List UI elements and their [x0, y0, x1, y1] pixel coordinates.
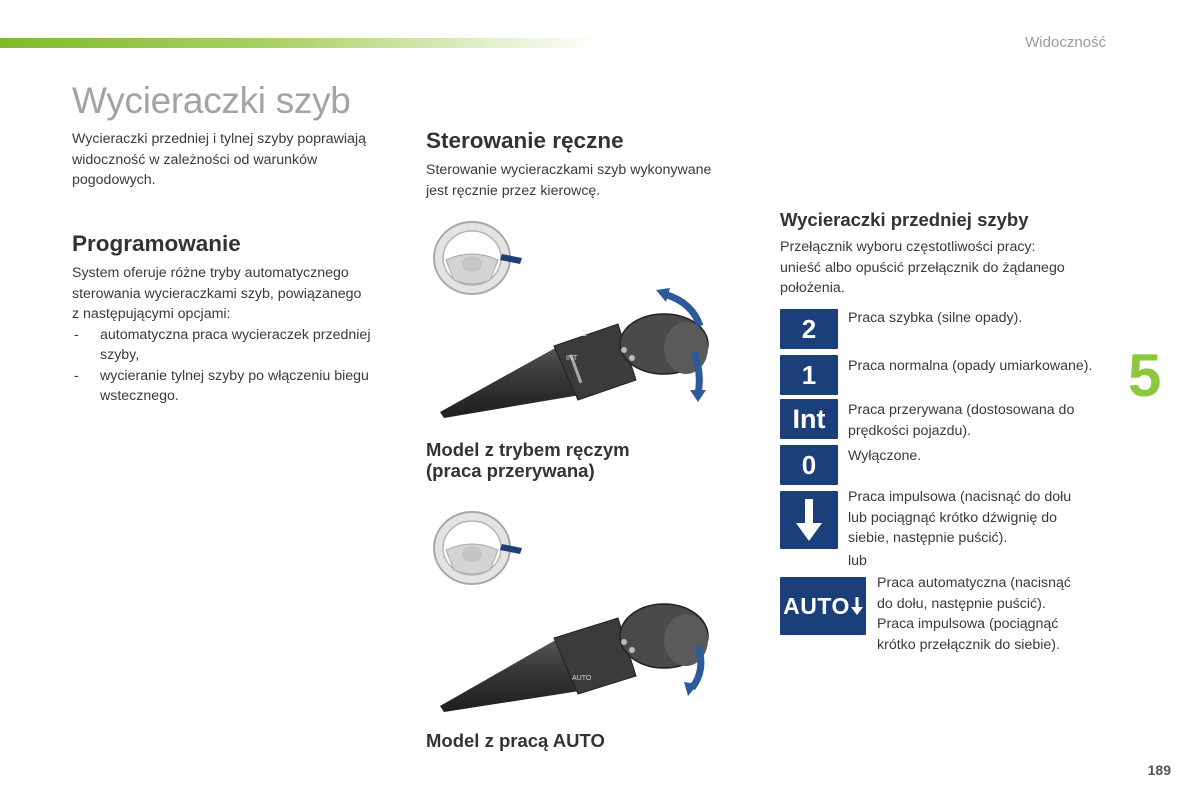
- mode-text-off: [848, 446, 921, 467]
- stalk-mark-auto: AUTO: [572, 675, 592, 682]
- programming-paragraph: [72, 263, 412, 407]
- list-item-text: automatyczna praca wycieraczek przedniej: [100, 326, 371, 343]
- stalk-mark-int: INT: [566, 355, 578, 362]
- steering-wheel-icon: [430, 508, 525, 590]
- mode-text-line: lub pociągnąć krótko dźwignię do: [848, 509, 1058, 526]
- mode-text-intermittent: [848, 400, 1074, 441]
- front-wipers-heading: Wycieraczki przedniej szyby: [780, 209, 1029, 230]
- list-item: [72, 366, 412, 407]
- mode-text-line: do dołu, następnie puścić).: [877, 595, 1046, 612]
- mode-badge-pulse: [780, 491, 838, 549]
- page-number: 189: [1147, 762, 1171, 778]
- programming-line: sterowania wycieraczkami szyb, powiązanego: [72, 285, 362, 302]
- front-line: Przełącznik wyboru częstotliwości pracy:: [780, 239, 1036, 255]
- mode-text-line: prędkości pojazdu).: [848, 422, 972, 439]
- mode-badge-fast: 2: [780, 309, 838, 349]
- mode-text-line: Praca przerywana (dostosowana do: [848, 402, 1075, 418]
- model-auto-heading: Model z pracą AUTO: [426, 730, 605, 751]
- arrow-down-icon: [851, 596, 863, 616]
- manual-line: jest ręcznie przez kierowcę.: [426, 182, 601, 199]
- model-manual-line: (praca przerywana): [426, 460, 595, 481]
- header-accent-bar: [0, 38, 600, 48]
- mode-badge-off: 0: [780, 445, 838, 485]
- mode-text-auto: [877, 573, 1071, 655]
- section-name: Widoczność: [1025, 34, 1106, 51]
- mode-text-line: Wyłączone.: [848, 448, 922, 464]
- mode-badge-normal: 1: [780, 355, 838, 395]
- mode-text-fast: [848, 308, 1022, 329]
- front-wipers-paragraph: [780, 237, 1120, 299]
- list-item-text: wycieranie tylnej szyby po włączeniu biegu: [100, 367, 369, 384]
- mode-text-line: Praca normalna (opady umiarkowane).: [848, 358, 1093, 374]
- page-title: Wycieraczki szyb: [72, 80, 351, 121]
- programming-options-list: [72, 325, 412, 407]
- intro-line: Wycieraczki przedniej i tylnej szyby poprawiają: [72, 131, 366, 147]
- mode-text-line: Praca automatyczna (nacisnąć: [877, 575, 1071, 591]
- intro-line: pogodowych.: [72, 172, 156, 188]
- list-item-text: szyby,: [100, 347, 140, 363]
- intro-line: widoczność w zależności od warunków: [72, 151, 318, 168]
- manual-line: Sterowanie wycieraczkami szyb wykonywane: [426, 162, 712, 178]
- programming-line: z następującymi opcjami:: [72, 306, 231, 322]
- front-line: położenia.: [780, 280, 845, 296]
- programming-line: System oferuje różne tryby automatycznego: [72, 265, 349, 281]
- chapter-number: 5: [1128, 342, 1162, 409]
- model-manual-heading: [426, 439, 630, 481]
- wiper-stalk-auto-illustration: [436, 594, 712, 712]
- intro-paragraph: [72, 129, 412, 191]
- front-line: unieść albo opuścić przełącznik do żądanego: [780, 259, 1065, 276]
- stalk-mark-2: 2: [582, 328, 588, 338]
- mode-text-line: Praca impulsowa (nacisnąć do dołu: [848, 489, 1072, 505]
- or-label: lub: [848, 553, 867, 569]
- mode-text-line: Praca impulsowa (pociągnąć: [877, 616, 1059, 632]
- mode-text-pulse: [848, 487, 1071, 549]
- list-item: [72, 325, 412, 366]
- mode-text-line: siebie, następnie puścić).: [848, 530, 1008, 546]
- mode-text-line: krótko przełącznik do siebie).: [877, 636, 1060, 653]
- mode-badge-auto: [780, 577, 866, 635]
- mode-text-line: Praca szybka (silne opady).: [848, 310, 1023, 326]
- manual-control-paragraph: [426, 160, 756, 201]
- mode-badge-intermittent: Int: [780, 399, 838, 439]
- mode-text-normal: [848, 356, 1092, 377]
- auto-badge-label: AUTO: [783, 592, 850, 619]
- manual-control-heading: Sterowanie ręczne: [426, 128, 624, 153]
- model-manual-line: Model z trybem ręczym: [426, 439, 630, 460]
- arrow-down-icon: [794, 497, 824, 543]
- wiper-stalk-manual-illustration: [436, 288, 712, 418]
- programming-heading: Programowanie: [72, 231, 241, 256]
- list-item-text: wstecznego.: [100, 388, 179, 404]
